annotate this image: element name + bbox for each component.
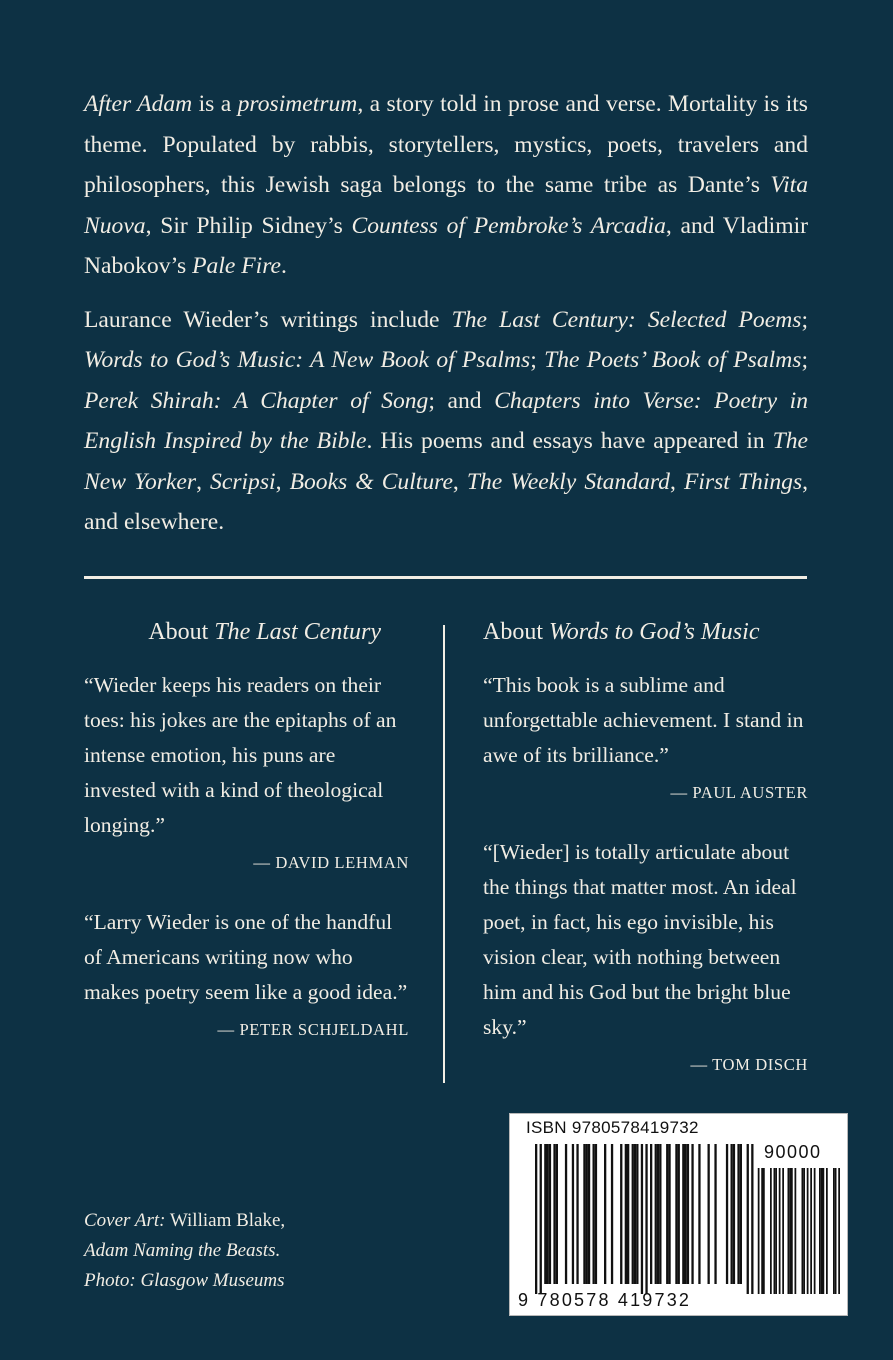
barcode-bar xyxy=(779,1168,781,1294)
barcode-bar xyxy=(835,1168,837,1294)
barcode-bar xyxy=(708,1144,710,1284)
text-run: ; xyxy=(801,347,808,373)
text-run: , xyxy=(452,468,467,495)
quote: “This book is a sublime and unforgettable achievement. I stand in awe of its brilliance.” xyxy=(483,673,804,767)
quote-attribution: — PETER SCHJELDAHL xyxy=(217,1020,409,1039)
barcode-bar xyxy=(803,1168,805,1294)
barcode-bar xyxy=(714,1144,716,1284)
barcode-bar xyxy=(535,1144,537,1294)
barcode-bar xyxy=(788,1168,790,1294)
right-column xyxy=(483,612,808,1107)
barcode-bar xyxy=(636,1144,638,1284)
text-run: The New Yorker xyxy=(84,428,808,495)
barcode-bar xyxy=(698,1144,700,1284)
text-run: First Things xyxy=(683,468,803,495)
text-run: is a xyxy=(192,91,238,117)
barcode-bar xyxy=(819,1168,821,1294)
barcode-bar xyxy=(547,1144,549,1284)
barcode-bar xyxy=(691,1144,693,1284)
intro-paragraph-1 xyxy=(84,84,808,287)
text-run: prosimetrum xyxy=(237,91,358,117)
barcode-bar xyxy=(802,1168,804,1294)
text-run: , and elsewhere. xyxy=(84,468,809,535)
barcode-bar xyxy=(593,1144,595,1284)
quote: “[Wieder] is totally articulate about the things that matter most. An ideal poet, in fact, his ego invisible, his vision clear, with nothing between him and his God but the bright blue sky.” xyxy=(483,840,797,1039)
barcode-bar xyxy=(595,1144,597,1284)
barcode-bar xyxy=(553,1144,555,1284)
text-run: The Weekly Standard xyxy=(466,468,670,495)
text-run: . His poems and essays have appeared in xyxy=(366,428,773,454)
barcode-bar xyxy=(747,1144,749,1294)
right-heading-title: Words to God’s Music xyxy=(549,619,760,645)
barcode-bar xyxy=(807,1168,809,1294)
text-run: Chapters into Verse: Poetry in English Inspired by the Bible xyxy=(84,387,809,454)
barcode-bar xyxy=(682,1144,684,1284)
barcode-bar xyxy=(761,1168,763,1294)
barcode-bar xyxy=(823,1168,825,1294)
barcode-bar xyxy=(675,1144,677,1284)
barcode-bar xyxy=(611,1144,613,1284)
barcode-bar xyxy=(791,1168,793,1294)
barcode-bar xyxy=(540,1144,542,1294)
left-column xyxy=(84,612,409,1072)
barcode-bar xyxy=(726,1144,728,1284)
barcode-bar xyxy=(838,1168,840,1294)
text-run: Vita Nuova xyxy=(84,172,808,239)
text-run: ; and xyxy=(428,387,495,414)
horizontal-divider xyxy=(84,576,807,579)
isbn-label: ISBN 9780578419732 xyxy=(526,1118,699,1137)
description xyxy=(84,84,808,556)
barcode-bar xyxy=(544,1144,546,1284)
intro-paragraph-2 xyxy=(84,300,808,543)
text-run: Words to God’s Music: A New Book of Psalms xyxy=(84,347,531,373)
barcode-bar xyxy=(588,1144,590,1284)
barcode-bar xyxy=(678,1144,680,1284)
barcode-bar xyxy=(737,1144,739,1284)
text-run: , xyxy=(196,468,211,495)
barcode-bar xyxy=(775,1168,777,1294)
barcode-bar xyxy=(576,1144,578,1284)
barcode-bar xyxy=(782,1168,784,1294)
barcode-bar xyxy=(634,1144,636,1284)
barcode-bar xyxy=(731,1144,733,1284)
barcode-bar xyxy=(657,1144,659,1284)
cover-credits xyxy=(84,1206,404,1296)
barcode-bar xyxy=(810,1168,812,1294)
text-run: ; xyxy=(530,347,545,373)
quote-attribution: — DAVID LEHMAN xyxy=(253,853,409,872)
barcode-bar xyxy=(758,1168,760,1294)
credit-line-3: Photo: Glasgow Museums xyxy=(84,1270,285,1291)
barcode-bar xyxy=(549,1144,551,1284)
right-heading: About Words to God’s Music xyxy=(483,619,760,645)
barcode-bar xyxy=(556,1144,558,1284)
barcode-bar xyxy=(751,1144,753,1294)
barcode-bar xyxy=(655,1144,657,1284)
barcode-bar xyxy=(572,1144,574,1284)
text-run: Scripsi xyxy=(210,468,276,495)
quote-attribution: — PAUL AUSTER xyxy=(670,783,808,802)
vertical-divider xyxy=(443,625,445,1083)
barcode-bar xyxy=(625,1144,627,1284)
barcode-bar xyxy=(814,1168,816,1294)
text-run: The Poets’ Book of Psalms xyxy=(544,347,802,373)
barcode-bar xyxy=(632,1144,634,1284)
quote-attribution: — TOM DISCH xyxy=(690,1055,808,1074)
barcode-bar xyxy=(826,1168,828,1294)
barcode-bar xyxy=(687,1144,689,1284)
text-run: After Adam xyxy=(84,91,193,117)
text-run: Books & Culture xyxy=(289,468,453,495)
barcode-bar xyxy=(763,1168,765,1294)
barcode-bar xyxy=(641,1144,643,1294)
text-run: , and Vladimir Nabokov’s xyxy=(84,212,808,279)
credit-line-2: Adam Naming the Beasts. xyxy=(84,1240,281,1261)
text-run: . xyxy=(281,253,287,279)
left-heading: About The Last Century xyxy=(148,619,381,645)
barcode-bar xyxy=(645,1144,647,1294)
barcode-bar xyxy=(733,1144,735,1284)
barcode-bar xyxy=(774,1168,776,1294)
barcode-bar xyxy=(685,1144,687,1284)
text-run: Countess of Pembroke’s Arcadia xyxy=(351,212,666,239)
barcode-bar xyxy=(565,1144,567,1284)
text-run: , xyxy=(275,468,290,495)
barcode-bar xyxy=(583,1144,585,1284)
left-heading-title: The Last Century xyxy=(214,619,381,645)
quote: “Wieder keeps his readers on their toes: his jokes are the epitaphs of an intense emotion, his puns are invested with a kind of theological longing.” xyxy=(84,673,397,837)
text-run: Laurance Wieder’s writings include xyxy=(84,306,452,333)
barcode-digits: 9 780578 419732 xyxy=(518,1290,692,1310)
barcode-bar xyxy=(650,1144,652,1284)
barcode-bar xyxy=(666,1144,668,1284)
text-run: , xyxy=(669,468,684,495)
text-run: ; xyxy=(801,306,808,333)
barcode-bar xyxy=(668,1144,670,1284)
barcode-bar xyxy=(740,1144,742,1284)
barcode-bar xyxy=(659,1144,661,1284)
isbn-barcode xyxy=(509,1113,848,1316)
barcode-bar xyxy=(789,1168,791,1294)
text-run: The Last Century: Selected Poems xyxy=(451,306,802,333)
text-run: Pale Fire xyxy=(192,253,282,279)
barcode-bar xyxy=(604,1144,606,1284)
text-run: Perek Shirah: A Chapter of Song xyxy=(84,387,429,414)
barcode-bar xyxy=(586,1144,588,1284)
barcode-bar xyxy=(821,1168,823,1294)
quote: “Larry Wieder is one of the handful of Americans writing now who makes poetry seem like a good idea.” xyxy=(84,910,408,1004)
text-run: , Sir Philip Sidney’s xyxy=(145,212,352,239)
barcode-bar xyxy=(620,1144,622,1284)
barcode-bar xyxy=(627,1144,629,1284)
credit-line-1: Cover Art: William Blake, xyxy=(84,1210,286,1231)
text-run: , a story told in prose and verse. Mortality is its theme. Populated by rabbis, storytellers, mystics, poets, travelers and philosophers, this Jewish saga belongs to the same tribe as Dante’s xyxy=(84,91,808,198)
price-code: 90000 xyxy=(764,1142,822,1162)
barcode-bar xyxy=(770,1168,772,1294)
barcode-bar xyxy=(833,1168,835,1294)
barcode-bar xyxy=(795,1168,797,1294)
